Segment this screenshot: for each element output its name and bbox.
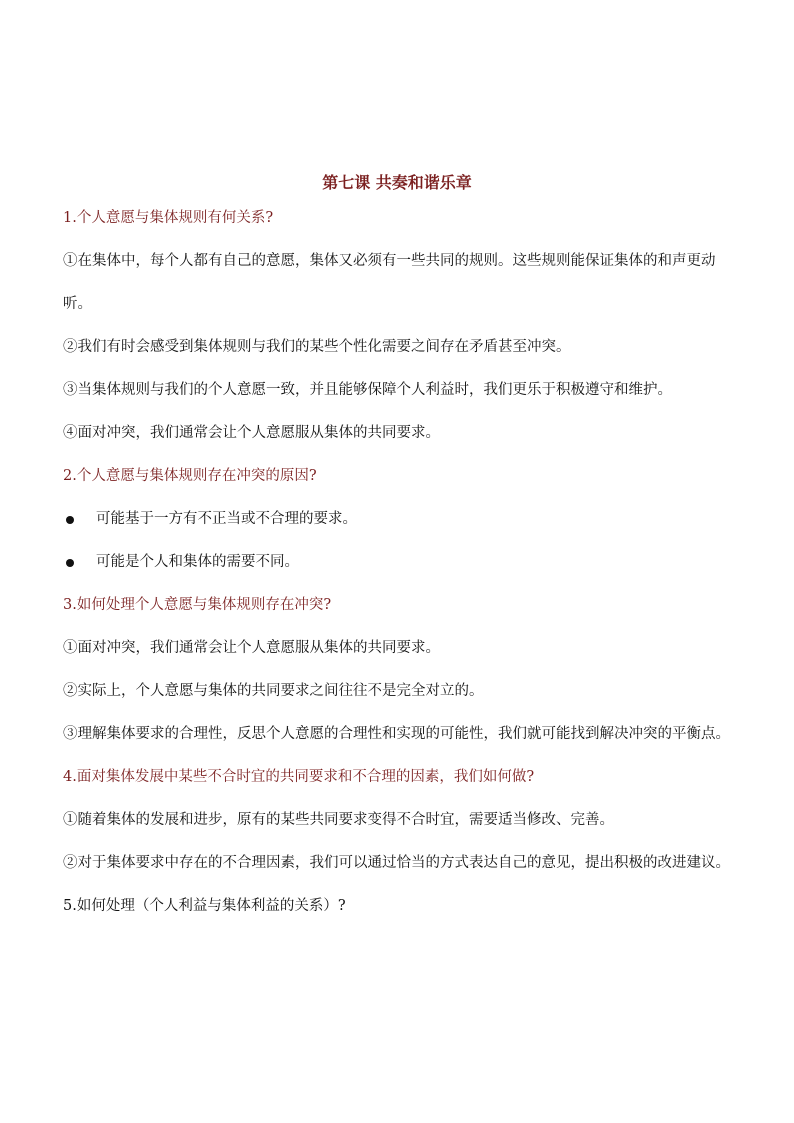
- answer-4-item-1: ①随着集体的发展和进步，原有的某些共同要求变得不合时宜，需要适当修改、完善。: [63, 812, 614, 828]
- bullet-item: [63, 552, 743, 595]
- answer-1-item-1: ①在集体中，每个人都有自己的意愿，集体又必须有一些共同的规则。这些规则能保证集体的和声更动听。: [63, 253, 716, 312]
- question-1: 1.个人意愿与集体规则有何关系?: [63, 210, 274, 226]
- question-5: 5.如何处理（个人利益与集体利益的关系）?: [63, 898, 346, 914]
- answer-1-item-4: ④面对冲突，我们通常会让个人意愿服从集体的共同要求。: [63, 425, 440, 441]
- question-4: 4.面对集体发展中某些不合时宜的共同要求和不合理的因素，我们如何做?: [63, 769, 535, 785]
- page-title: 第七课 共奏和谐乐章: [322, 173, 472, 192]
- question-2: 2.个人意愿与集体规则存在冲突的原因?: [63, 468, 317, 484]
- bullet-text: 可能是个人和集体的需要不同。: [96, 554, 299, 570]
- question-3: 3.如何处理个人意愿与集体规则存在冲突?: [63, 597, 332, 613]
- section-5: [63, 896, 743, 939]
- section-2: [63, 466, 743, 595]
- answer-1-item-3: ③当集体规则与我们的个人意愿一致，并且能够保障个人利益时，我们更乐于积极遵守和维护。: [63, 382, 672, 398]
- section-3: [63, 595, 743, 756]
- bullet-icon: [66, 559, 74, 567]
- section-1: [63, 208, 743, 466]
- bullet-text: 可能基于一方有不正当或不合理的要求。: [96, 511, 357, 527]
- answer-3-item-1: ①面对冲突，我们通常会让个人意愿服从集体的共同要求。: [63, 640, 440, 656]
- answer-4-item-2: ②对于集体要求中存在的不合理因素，我们可以通过恰当的方式表达自己的意见，提出积极的改进建议。: [63, 855, 730, 871]
- answer-3-item-2: ②实际上，个人意愿与集体的共同要求之间往往不是完全对立的。: [63, 683, 484, 699]
- answer-3-item-3: ③理解集体要求的合理性，反思个人意愿的合理性和实现的可能性，我们就可能找到解决冲突的平衡点。: [63, 726, 730, 742]
- answer-1-item-2: ②我们有时会感受到集体规则与我们的某些个性化需要之间存在矛盾甚至冲突。: [63, 339, 571, 355]
- bullet-icon: [66, 516, 74, 524]
- document-content: [63, 208, 743, 939]
- section-4: [63, 767, 743, 885]
- bullet-item: [63, 509, 743, 552]
